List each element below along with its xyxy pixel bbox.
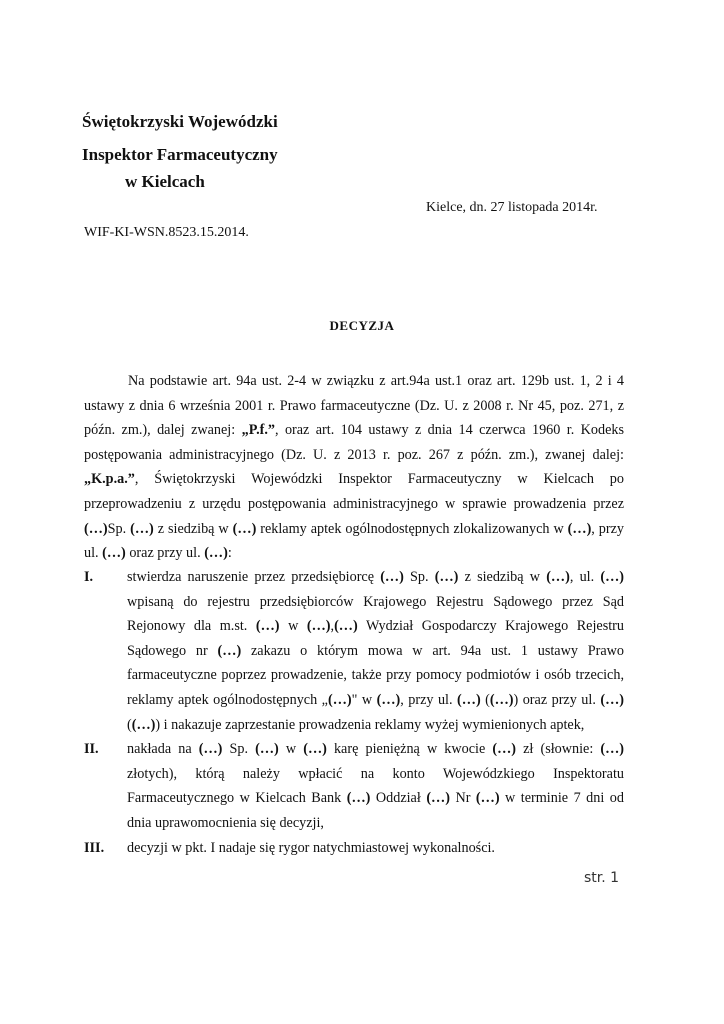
text-run: , przy ul. [84,520,625,562]
text-run: " w [351,691,377,708]
redacted-placeholder: (…) [130,520,154,537]
redacted-placeholder: (…) [546,569,570,585]
decision-item [84,836,624,861]
redacted-placeholder: (…) [492,741,517,758]
item-number: III. [84,839,105,856]
redacted-placeholder: (…) [380,569,404,585]
text-run: ) i nakazuje zaprzestanie prowadzenia reklamy wyżej wymienionych aptek, [155,716,585,733]
redacted-placeholder: (…) [327,691,352,708]
text-run: w terminie 7 dni od dnia uprawomocnienia się decyzji, [127,790,624,831]
redacted-placeholder: (…) [255,618,280,635]
redacted-placeholder: (…) [131,716,156,733]
text-run: Oddział [370,790,427,807]
redacted-placeholder: (…) [457,691,481,708]
text-run: , Świętokrzyski Wojewódzki Inspektor Farmaceutyczny w Kielcach po przeprowadzeniu z urzędu postępowania administracyjnego w sprawie prowadzenia przez [84,471,624,512]
redacted-placeholder: (…) [217,642,242,659]
redacted-placeholder: (…) [303,741,327,758]
text-run: wpisaną do rejestru przedsiębiorców Krajowego Rejestru Sądowego przez Sąd Rejonowy dla m.st. [127,593,624,635]
text-run: z siedzibą w [458,569,547,585]
text-run: karę pieniężną w kwocie [326,741,493,758]
page-number: str. 1 [584,870,620,886]
text-run: złotych), którą należy wpłacić na konto Wojewódzkiego Inspektoratu Farmaceutycznego w Kielcach Bank [127,765,624,807]
redacted-placeholder: (…) [102,545,126,562]
intro-paragraph [84,369,624,566]
redacted-placeholder: „P.f.” [241,422,275,439]
decision-item [84,737,624,835]
text-run: nakłada na [127,741,199,758]
text-run: oraz przy ul. [125,545,205,562]
text-run: , oraz art. 104 ustawy z dnia 14 czerwca 1960 r. Kodeks postępowania administracyjnego (Dz. U. z 2013 r. poz. 267 z późn. zm.), zwanej dalej: [84,422,624,463]
document-date: Kielce, dn. 27 listopada 2014r. [426,200,598,215]
redacted-placeholder: (…) [600,569,624,585]
text-run: , przy ul. [400,691,458,708]
redacted-placeholder: (…) [204,545,228,562]
redacted-placeholder: (…) [346,790,371,807]
redacted-placeholder: (…) [232,520,257,537]
item-number: II. [84,741,99,758]
redacted-placeholder: (…) [567,520,592,537]
authority-name-line-2: Inspektor Farmaceutyczny [82,145,278,164]
authority-name-line-1: Świętokrzyski Wojewódzki [82,112,278,131]
text-run: ( [127,716,132,733]
text-run: Nr [449,790,476,807]
text-run: w [279,618,307,635]
redacted-placeholder: (…) [426,790,450,807]
text-run: ( [480,691,490,708]
decision-items [84,565,624,860]
text-run: Na podstawie art. 94a ust. 2-4 w związku z art.94a ust.1 oraz art. 129b ust. 1, 2 i 4 ustawy z dnia 6 września 2001 r. Prawo farmaceutyczne (Dz. U. z 2008 r. Nr 45, poz. 271, z późn. zm.), dalej zwanej: [84,373,624,439]
text-run: stwierdza naruszenie przez przedsiębiorcę [127,569,381,585]
text-run: w [278,741,304,758]
text-run: Sp. [403,569,435,585]
redacted-placeholder: (…) [198,741,223,758]
text-run: Sp. [107,520,131,537]
redacted-placeholder: (…) [334,618,358,635]
text-run: , ul. [569,569,601,585]
redacted-placeholder: „K.p.a.” [84,471,135,488]
redacted-placeholder: (…) [600,691,624,708]
document-title: DECYZJA [329,318,395,333]
redacted-placeholder: (…) [600,741,625,758]
text-run: ) oraz przy ul. [513,691,601,708]
text-run: , [330,618,335,635]
redacted-placeholder: (…) [489,691,514,708]
redacted-placeholder: (…) [306,618,331,635]
text-run: z siedzibą w [153,520,233,537]
text-run: reklamy aptek ogólnodostępnych zlokalizowanych w [256,520,568,537]
text-run: decyzji w pkt. I nadaje się rygor natychmiastowej wykonalności. [127,839,495,856]
item-number: I. [84,569,94,585]
redacted-placeholder: (…) [255,741,279,758]
text-run: Sp. [222,741,256,758]
decision-item [84,565,624,737]
redacted-placeholder: (…) [434,569,459,585]
authority-name-line-3: w Kielcach [125,172,205,191]
reference-number: WIF-KI-WSN.8523.15.2014. [84,225,249,240]
text-run: zł (słownie: [516,741,601,758]
redacted-placeholder: (…) [84,520,108,537]
redacted-placeholder: (…) [475,790,500,807]
redacted-placeholder: (…) [376,691,401,708]
text-run: Wydział Gospodarczy Krajowego Rejestru Sądowego nr [127,618,624,659]
text-run: : [227,545,232,562]
text-run: zakazu o którym mowa w art. 94a ust. 1 ustawy Prawo farmaceutyczne poprzez prowadzenie, także przy pomocy podmiotów i osób trzecich, reklamy aptek ogólnodostępnych „ [127,642,624,708]
